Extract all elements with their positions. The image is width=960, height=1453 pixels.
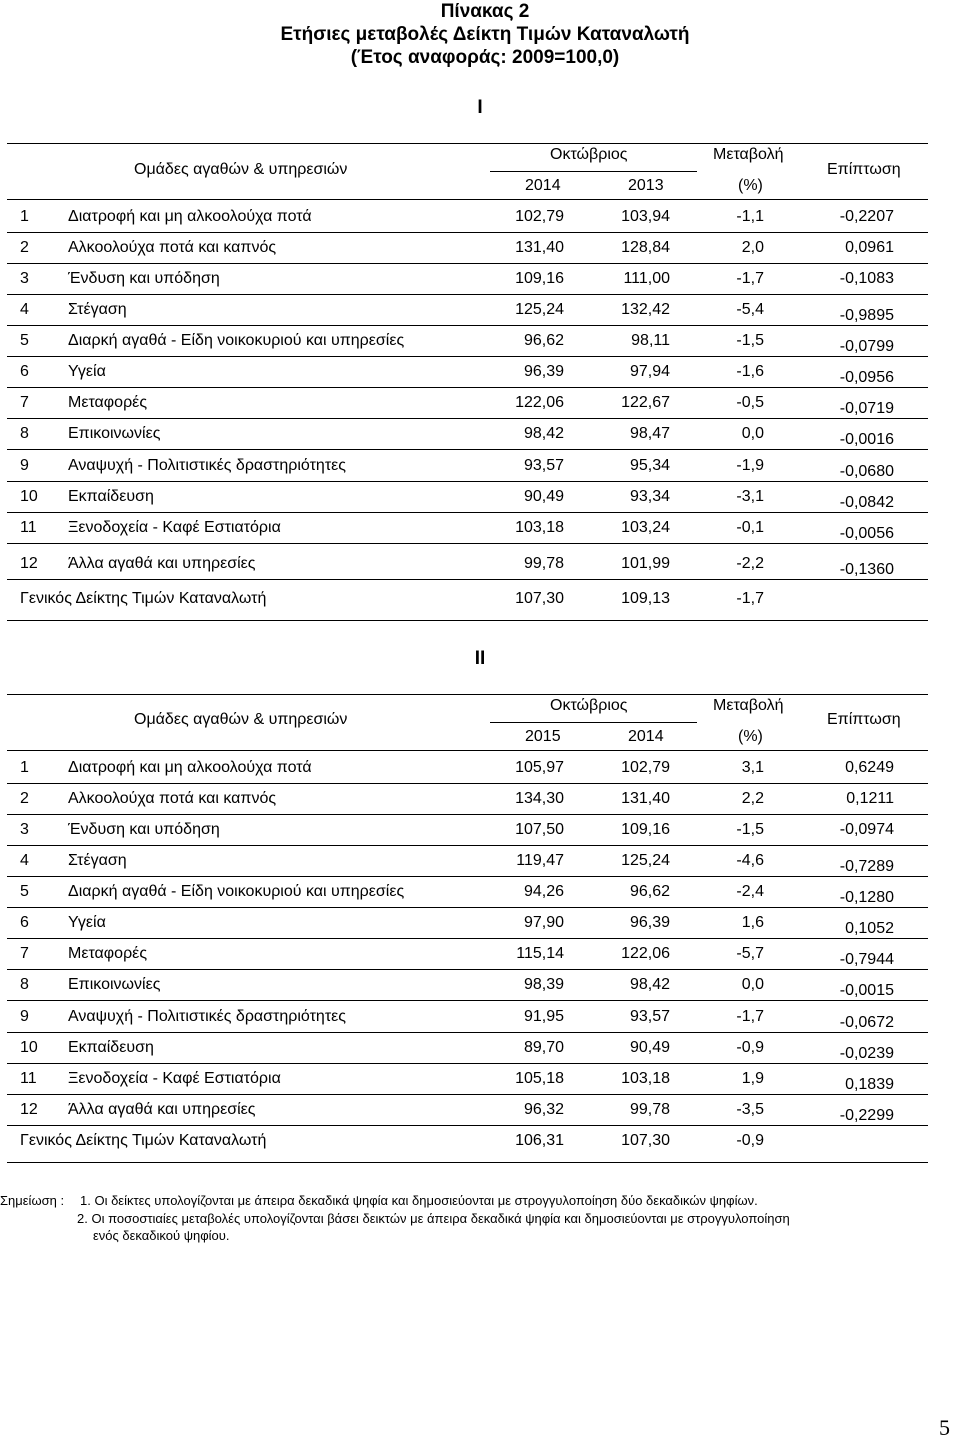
table-row bbox=[0, 945, 960, 976]
row-impact: -0,0239 bbox=[839, 1045, 894, 1062]
row-value-a: 89,70 bbox=[523, 1039, 564, 1056]
row-number: 3 bbox=[20, 270, 29, 287]
table-row bbox=[0, 394, 960, 425]
row-label: Αλκοολούχα ποτά και καπνός bbox=[68, 239, 277, 256]
row-value-a: 115,14 bbox=[516, 945, 564, 962]
row-label: Διατροφή και μη αλκοολούχα ποτά bbox=[68, 759, 312, 776]
row-change: -0,1 bbox=[736, 519, 764, 536]
row-impact: -0,0799 bbox=[839, 338, 894, 355]
page-number: 5 bbox=[939, 1415, 950, 1440]
row-rule bbox=[7, 814, 928, 815]
total-label: Γενικός Δείκτης Τιμών Καταναλωτή bbox=[20, 1132, 267, 1149]
row-impact: -0,2299 bbox=[839, 1107, 894, 1124]
row-impact: -0,9895 bbox=[839, 307, 894, 324]
table-row bbox=[0, 208, 960, 239]
row-rule bbox=[7, 969, 928, 970]
total-row bbox=[0, 590, 960, 621]
row-label: Εκπαίδευση bbox=[68, 488, 154, 505]
row-label: Μεταφορές bbox=[68, 394, 148, 411]
row-rule bbox=[7, 418, 928, 419]
row-impact: -0,0956 bbox=[839, 369, 894, 386]
table-row bbox=[0, 790, 960, 821]
table-bottom-rule bbox=[7, 1162, 928, 1163]
row-number: 12 bbox=[20, 1101, 38, 1118]
table-row bbox=[0, 555, 960, 586]
row-label: Εκπαίδευση bbox=[68, 1039, 154, 1056]
row-number: 3 bbox=[20, 821, 29, 838]
total-value-a: 107,30 bbox=[515, 590, 564, 607]
row-value-b: 97,94 bbox=[629, 363, 670, 380]
row-label: Διατροφή και μη αλκοολούχα ποτά bbox=[68, 208, 312, 225]
row-change: -1,7 bbox=[736, 1008, 764, 1025]
total-value-b: 109,13 bbox=[621, 590, 670, 607]
row-value-a: 99,78 bbox=[523, 555, 564, 572]
note-1: 1. Οι δείκτες υπολογίζονται με άπειρα δεκαδικά ψηφία και δημοσιεύονται με στρογγυλοποίηση δύο δεκαδικών ψηφίων. bbox=[80, 1193, 758, 1208]
column-header-impact: Επίπτωση bbox=[827, 711, 901, 728]
row-value-a: 109,16 bbox=[515, 270, 564, 287]
column-header-change-unit: (%) bbox=[738, 728, 763, 745]
row-number: 12 bbox=[20, 555, 38, 572]
row-change: 0,0 bbox=[741, 976, 764, 993]
row-rule bbox=[7, 449, 928, 450]
row-value-a: 103,18 bbox=[515, 519, 564, 536]
row-number: 10 bbox=[20, 488, 38, 505]
column-header-month: Οκτώβριος bbox=[550, 146, 628, 163]
table-row bbox=[0, 301, 960, 332]
table-row bbox=[0, 883, 960, 914]
row-change: -0,9 bbox=[736, 1039, 764, 1056]
table-title bbox=[0, 0, 960, 69]
row-impact: -0,0015 bbox=[839, 982, 894, 999]
row-impact: -0,0842 bbox=[839, 494, 894, 511]
row-value-a: 98,42 bbox=[523, 425, 564, 442]
note-2-line-1: 2. Οι ποσοστιαίες μεταβολές υπολογίζονται βάσει δεικτών με άπειρα δεκαδικά ψηφία και δημοσιεύονται με στρογγυλοποίηση bbox=[77, 1211, 790, 1226]
row-change: -1,6 bbox=[736, 363, 764, 380]
column-header-year-a: 2015 bbox=[525, 728, 561, 745]
row-impact: -0,0680 bbox=[839, 463, 894, 480]
row-rule bbox=[7, 232, 928, 233]
row-value-b: 103,94 bbox=[621, 208, 670, 225]
row-value-b: 99,78 bbox=[629, 1101, 670, 1118]
row-rule bbox=[7, 938, 928, 939]
row-label: Στέγαση bbox=[68, 301, 127, 318]
row-rule bbox=[7, 1063, 928, 1064]
column-header-change: Μεταβολή bbox=[713, 697, 784, 714]
row-change: -3,5 bbox=[736, 1101, 764, 1118]
row-rule bbox=[7, 876, 928, 877]
row-change: 1,6 bbox=[741, 914, 764, 931]
table-row bbox=[0, 1070, 960, 1101]
row-rule bbox=[7, 387, 928, 388]
column-header-year-b: 2013 bbox=[628, 177, 664, 194]
row-number: 8 bbox=[20, 425, 29, 442]
row-impact: -0,0016 bbox=[839, 431, 894, 448]
row-label: Ξενοδοχεία - Καφέ Εστιατόρια bbox=[68, 1070, 281, 1087]
row-label: Ένδυση και υπόδηση bbox=[68, 821, 220, 838]
note-2-line-2: ενός δεκαδικού ψηφίου. bbox=[93, 1228, 230, 1243]
column-header-impact: Επίπτωση bbox=[827, 161, 901, 178]
row-rule bbox=[7, 325, 928, 326]
row-rule bbox=[7, 543, 928, 544]
row-rule bbox=[7, 263, 928, 264]
row-value-b: 93,34 bbox=[629, 488, 670, 505]
row-rule bbox=[7, 845, 928, 846]
row-number: 5 bbox=[20, 332, 29, 349]
row-change: -2,4 bbox=[736, 883, 764, 900]
row-value-a: 122,06 bbox=[515, 394, 564, 411]
row-value-b: 103,24 bbox=[621, 519, 670, 536]
column-header-year-b: 2014 bbox=[628, 728, 664, 745]
table-row bbox=[0, 270, 960, 301]
table-row bbox=[0, 821, 960, 852]
row-label: Επικοινωνίες bbox=[68, 425, 161, 442]
row-value-b: 96,62 bbox=[629, 883, 670, 900]
row-change: -5,7 bbox=[736, 945, 764, 962]
row-value-a: 134,30 bbox=[515, 790, 564, 807]
row-label: Αλκοολούχα ποτά και καπνός bbox=[68, 790, 277, 807]
row-value-a: 102,79 bbox=[515, 208, 564, 225]
row-rule bbox=[7, 512, 928, 513]
row-impact: -0,0672 bbox=[839, 1014, 894, 1031]
row-rule bbox=[7, 1032, 928, 1033]
row-change: 2,0 bbox=[741, 239, 764, 256]
row-value-a: 96,62 bbox=[523, 332, 564, 349]
row-number: 6 bbox=[20, 363, 29, 380]
table-row bbox=[0, 488, 960, 519]
row-number: 2 bbox=[20, 239, 29, 256]
table-top-rule bbox=[7, 143, 928, 144]
row-change: -4,6 bbox=[736, 852, 764, 869]
row-number: 10 bbox=[20, 1039, 38, 1056]
row-value-a: 90,49 bbox=[523, 488, 564, 505]
row-rule bbox=[7, 1094, 928, 1095]
row-number: 4 bbox=[20, 852, 29, 869]
row-impact: -0,2207 bbox=[839, 208, 894, 225]
row-value-a: 125,24 bbox=[515, 301, 564, 318]
row-change: -1,1 bbox=[736, 208, 764, 225]
row-impact: 0,1052 bbox=[845, 920, 894, 937]
row-value-b: 90,49 bbox=[629, 1039, 670, 1056]
total-label: Γενικός Δείκτης Τιμών Καταναλωτή bbox=[20, 590, 267, 607]
table-row bbox=[0, 519, 960, 550]
row-value-b: 93,57 bbox=[629, 1008, 670, 1025]
table-row bbox=[0, 852, 960, 883]
table-row bbox=[0, 425, 960, 456]
row-value-b: 122,67 bbox=[621, 394, 670, 411]
row-value-a: 97,90 bbox=[523, 914, 564, 931]
row-rule bbox=[7, 481, 928, 482]
row-change: -1,5 bbox=[736, 332, 764, 349]
row-impact: 0,1839 bbox=[845, 1076, 894, 1093]
row-label: Επικοινωνίες bbox=[68, 976, 161, 993]
row-value-b: 122,06 bbox=[621, 945, 670, 962]
row-change: -1,5 bbox=[736, 821, 764, 838]
section-roman-numeral: I bbox=[477, 97, 483, 118]
total-value-a: 106,31 bbox=[515, 1132, 564, 1149]
month-underline bbox=[490, 722, 697, 723]
table-row bbox=[0, 914, 960, 945]
row-value-b: 125,24 bbox=[621, 852, 670, 869]
row-change: -1,7 bbox=[736, 270, 764, 287]
total-row bbox=[0, 1132, 960, 1163]
table-row bbox=[0, 759, 960, 790]
table-row bbox=[0, 457, 960, 488]
total-change: -0,9 bbox=[736, 1132, 764, 1149]
row-value-b: 109,16 bbox=[621, 821, 670, 838]
row-label: Υγεία bbox=[68, 363, 106, 380]
row-number: 4 bbox=[20, 301, 29, 318]
row-value-a: 91,95 bbox=[523, 1008, 564, 1025]
row-label: Ξενοδοχεία - Καφέ Εστιατόρια bbox=[68, 519, 281, 536]
notes-prefix: Σημείωση : bbox=[0, 1193, 65, 1208]
row-rule bbox=[7, 579, 928, 580]
row-impact: -0,1280 bbox=[839, 889, 894, 906]
row-rule bbox=[7, 783, 928, 784]
section-roman-numeral: II bbox=[474, 648, 486, 669]
header-bottom-rule bbox=[7, 199, 928, 200]
row-label: Διαρκή αγαθά - Είδη νοικοκυριού και υπηρεσίες bbox=[68, 332, 405, 349]
row-label: Ένδυση και υπόδηση bbox=[68, 270, 220, 287]
column-header-groups: Ομάδες αγαθών & υπηρεσιών bbox=[134, 161, 348, 178]
row-impact: 0,0961 bbox=[845, 239, 894, 256]
month-underline bbox=[490, 171, 697, 172]
row-number: 9 bbox=[20, 457, 29, 474]
row-change: 0,0 bbox=[741, 425, 764, 442]
row-label: Μεταφορές bbox=[68, 945, 148, 962]
row-rule bbox=[7, 356, 928, 357]
table-row bbox=[0, 332, 960, 363]
row-number: 9 bbox=[20, 1008, 29, 1025]
row-number: 11 bbox=[20, 519, 37, 536]
row-value-b: 95,34 bbox=[629, 457, 670, 474]
row-value-a: 131,40 bbox=[515, 239, 564, 256]
table-row bbox=[0, 1008, 960, 1039]
row-change: -1,9 bbox=[736, 457, 764, 474]
row-change: -3,1 bbox=[736, 488, 764, 505]
row-number: 1 bbox=[20, 208, 29, 225]
table-top-rule bbox=[7, 694, 928, 695]
row-label: Αναψυχή - Πολιτιστικές δραστηριότητες bbox=[68, 457, 346, 474]
row-impact: -0,1360 bbox=[839, 561, 894, 578]
row-number: 1 bbox=[20, 759, 29, 776]
row-number: 5 bbox=[20, 883, 29, 900]
row-value-b: 111,00 bbox=[623, 270, 670, 287]
row-value-b: 128,84 bbox=[621, 239, 670, 256]
row-change: 3,1 bbox=[741, 759, 764, 776]
column-header-month: Οκτώβριος bbox=[550, 697, 628, 714]
row-number: 2 bbox=[20, 790, 29, 807]
row-value-a: 98,39 bbox=[523, 976, 564, 993]
row-rule bbox=[7, 1125, 928, 1126]
table-bottom-rule bbox=[7, 620, 928, 621]
row-rule bbox=[7, 1000, 928, 1001]
row-change: -5,4 bbox=[736, 301, 764, 318]
column-header-groups: Ομάδες αγαθών & υπηρεσιών bbox=[134, 711, 348, 728]
row-value-a: 119,47 bbox=[516, 852, 564, 869]
column-header-change-unit: (%) bbox=[738, 177, 763, 194]
row-number: 11 bbox=[20, 1070, 37, 1087]
row-impact: -0,1083 bbox=[839, 270, 894, 287]
table-row bbox=[0, 239, 960, 270]
row-label: Υγεία bbox=[68, 914, 106, 931]
row-label: Άλλα αγαθά και υπηρεσίες bbox=[68, 1101, 256, 1118]
row-impact: 0,1211 bbox=[846, 790, 894, 807]
row-impact: -0,7289 bbox=[839, 858, 894, 875]
row-label: Διαρκή αγαθά - Είδη νοικοκυριού και υπηρεσίες bbox=[68, 883, 405, 900]
header-bottom-rule bbox=[7, 750, 928, 751]
row-impact: -0,0056 bbox=[839, 525, 894, 542]
table-row bbox=[0, 1039, 960, 1070]
row-value-a: 94,26 bbox=[523, 883, 564, 900]
row-label: Στέγαση bbox=[68, 852, 127, 869]
row-number: 8 bbox=[20, 976, 29, 993]
row-rule bbox=[7, 294, 928, 295]
column-header-year-a: 2014 bbox=[525, 177, 561, 194]
row-value-b: 131,40 bbox=[621, 790, 670, 807]
row-change: -2,2 bbox=[736, 555, 764, 572]
row-number: 6 bbox=[20, 914, 29, 931]
row-value-b: 101,99 bbox=[621, 555, 670, 572]
row-value-a: 105,18 bbox=[515, 1070, 564, 1087]
row-label: Άλλα αγαθά και υπηρεσίες bbox=[68, 555, 256, 572]
row-change: 2,2 bbox=[741, 790, 764, 807]
row-value-a: 105,97 bbox=[515, 759, 564, 776]
row-value-b: 102,79 bbox=[621, 759, 670, 776]
row-impact: -0,0719 bbox=[839, 400, 894, 417]
table-row bbox=[0, 363, 960, 394]
row-label: Αναψυχή - Πολιτιστικές δραστηριότητες bbox=[68, 1008, 346, 1025]
column-header-change: Μεταβολή bbox=[713, 146, 784, 163]
title-line-2: Ετήσιες μεταβολές Δείκτη Τιμών Καταναλωτή bbox=[280, 24, 690, 45]
total-value-b: 107,30 bbox=[621, 1132, 670, 1149]
row-value-b: 132,42 bbox=[621, 301, 670, 318]
row-rule bbox=[7, 907, 928, 908]
row-value-a: 107,50 bbox=[515, 821, 564, 838]
table-row bbox=[0, 1101, 960, 1132]
row-change: 1,9 bbox=[741, 1070, 764, 1087]
row-impact: -0,0974 bbox=[839, 821, 894, 838]
row-number: 7 bbox=[20, 394, 29, 411]
row-value-a: 93,57 bbox=[523, 457, 564, 474]
total-change: -1,7 bbox=[736, 590, 764, 607]
table-row bbox=[0, 976, 960, 1007]
title-line-3: (Έτος αναφοράς: 2009=100,0) bbox=[350, 47, 620, 68]
title-line-1: Πίνακας 2 bbox=[440, 1, 530, 22]
row-number: 7 bbox=[20, 945, 29, 962]
row-change: -0,5 bbox=[736, 394, 764, 411]
row-value-b: 98,11 bbox=[631, 332, 670, 349]
row-value-a: 96,32 bbox=[523, 1101, 564, 1118]
row-impact: -0,7944 bbox=[839, 951, 894, 968]
row-value-b: 98,42 bbox=[629, 976, 670, 993]
row-value-b: 96,39 bbox=[629, 914, 670, 931]
row-value-b: 103,18 bbox=[621, 1070, 670, 1087]
row-impact: 0,6249 bbox=[845, 759, 894, 776]
row-value-b: 98,47 bbox=[629, 425, 670, 442]
row-value-a: 96,39 bbox=[523, 363, 564, 380]
